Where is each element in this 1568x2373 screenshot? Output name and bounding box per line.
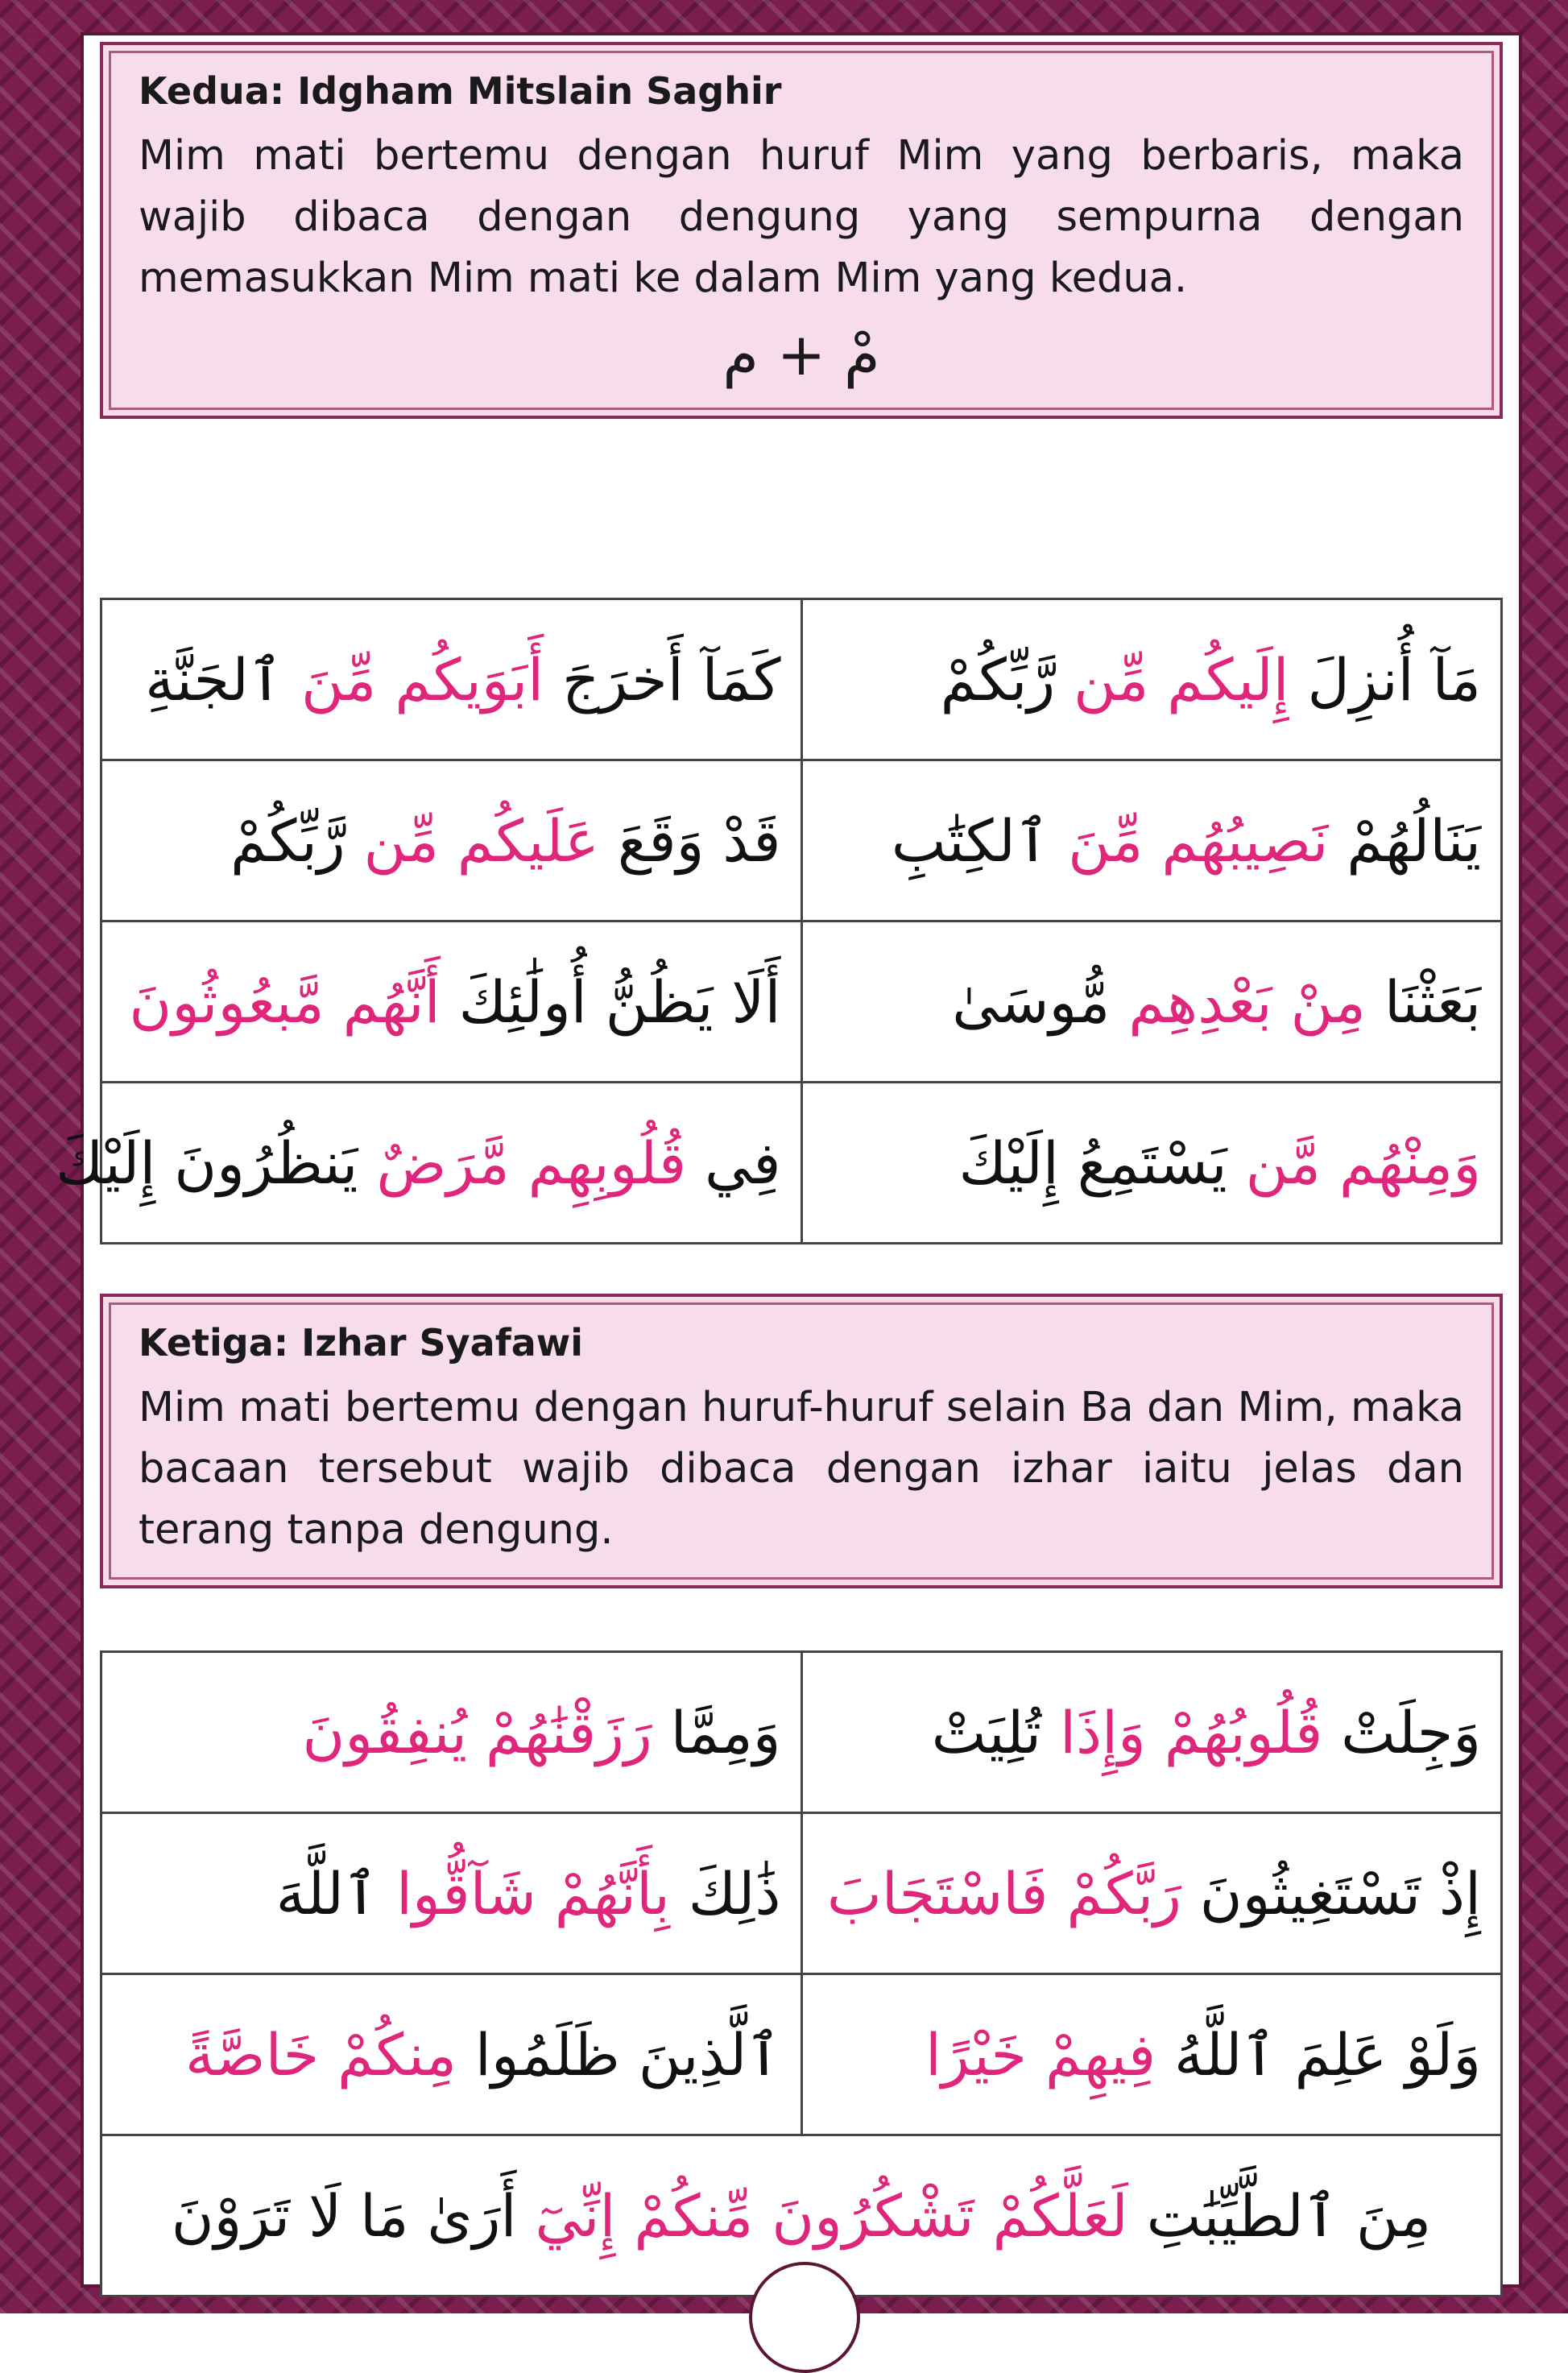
example-cell-right (801, 1813, 1502, 1974)
example-cell-right (801, 1652, 1502, 1813)
arabic-text: ٱلجَنَّةِ (145, 645, 301, 714)
example-cell-left (101, 599, 802, 760)
arabic-text: وَمِمَّا (652, 1698, 781, 1766)
highlighted-phrase: أَنَّهُم مَّبعُوثُونَ (129, 967, 441, 1036)
example-cell-right (801, 1083, 1502, 1244)
example-cell-right (801, 1974, 1502, 2135)
highlighted-phrase: عَلَيكُم مِّن (363, 806, 599, 875)
arabic-text: أَرَىٰ مَا لَا تَرَوْنَ (171, 2181, 536, 2250)
arabic-text: إِذْ تَسْتَغِيثُونَ (1181, 1859, 1481, 1928)
arabic-text: رَّبِّكُمْ (940, 645, 1074, 714)
highlighted-phrase: إِلَيكُم مِّن (1074, 645, 1289, 714)
section-kedua-box (100, 42, 1503, 419)
example-row (101, 1974, 1502, 2135)
arabic-text (753, 2182, 772, 2250)
example-row (101, 1652, 1502, 1813)
highlighted-phrase: رَبَّكُمْ فَاسْتَجَابَ (826, 1859, 1181, 1928)
arabic-text: فِي (686, 1129, 781, 1197)
example-cell-left (101, 760, 802, 921)
arabic-text: يَنظُرُونَ إِلَيْكَ (56, 1129, 377, 1197)
section-kedua-text: Mim mati bertemu dengan huruf Mim yang berbaris, maka wajib dibaca dengan dengung yang sempurna dengan memasukkan Mim mati ke dalam Mim yang kedua. (139, 132, 1464, 302)
arabic-text: ٱلكِتَٰبِ (891, 806, 1069, 875)
example-row (101, 1083, 1502, 1244)
highlighted-phrase: قُلُوبِهِم مَّرَضٌ (376, 1129, 687, 1197)
arabic-text: بَعَثْنَا (1365, 967, 1481, 1036)
page (56, 32, 1522, 2288)
examples-table-ketiga (100, 1650, 1503, 2297)
section-kedua-title: Kedua: Idgham Mitslain Saghir (139, 69, 782, 113)
examples-table-kedua (56, 598, 1503, 1244)
section-ketiga-box (100, 1294, 1503, 1588)
formula: مْ + م (722, 321, 880, 388)
arabic-text: تُلِيَتْ (931, 1698, 1060, 1766)
arabic-text: كَمَآ أَخرَجَ (544, 645, 781, 714)
example-row (101, 921, 1502, 1083)
arabic-text: مُّوسَىٰ (952, 967, 1129, 1036)
page-number-tab (749, 2262, 860, 2373)
example-cell-left (101, 1974, 802, 2135)
section-ketiga-title: Ketiga: Izhar Syafawi (139, 1321, 584, 1365)
arabic-text: أَلَا يَظُنُّ أُولَٰئِكَ (440, 967, 781, 1036)
example-cell-left (101, 1813, 802, 1974)
section-ketiga-text: Mim mati bertemu dengan huruf-huruf selain Ba dan Mim, maka bacaan tersebut wajib dibaca dengan izhar iaitu jelas dan terang tanpa dengung. (139, 1384, 1464, 1554)
arabic-text: مِنَ ٱلطَّيِّبَٰتِ (1127, 2181, 1432, 2250)
example-row (101, 1813, 1502, 1974)
arabic-text: ٱلَّذِينَ ظَلَمُوا (456, 2020, 781, 2089)
highlighted-phrase: مِّنكُمْ إِنِّيٓ (535, 2181, 754, 2250)
highlighted-phrase: وَمِنْهُم مَّن (1245, 1129, 1481, 1197)
example-cell-left (101, 1652, 802, 1813)
example-cell-left (56, 1083, 802, 1244)
highlighted-phrase: مِنكُمْ خَاصَّةً (184, 2020, 457, 2089)
example-row (101, 760, 1502, 921)
arabic-text: وَلَوْ عَلِمَ ٱللَّهُ (1156, 2020, 1481, 2089)
highlighted-phrase: مِنْ بَعْدِهِم (1128, 967, 1366, 1036)
arabic-text: مَآ أُنزِلَ (1289, 645, 1481, 714)
arabic-text: يَسْتَمِعُ إِلَيْكَ (958, 1129, 1246, 1197)
example-cell-right (801, 760, 1502, 921)
highlighted-phrase: قُلُوبُهُمْ وَإِذَا (1059, 1698, 1323, 1766)
arabic-text: ٱللَّهَ (275, 1859, 397, 1928)
arabic-text: وَجِلَتْ (1322, 1698, 1481, 1766)
arabic-text: رَّبِّكُمْ (230, 806, 364, 875)
highlighted-phrase: أَبَوَيكُم مِّنَ (300, 645, 544, 714)
arabic-text: يَنَالُهُمْ (1328, 806, 1481, 875)
example-cell-right (801, 921, 1502, 1083)
highlighted-phrase: بِأَنَّهُمْ شَآقُّوا (396, 1859, 670, 1928)
highlighted-phrase: فِيهِمْ خَيْرًا (925, 2020, 1156, 2089)
arabic-text: قَدْ وَقَعَ (599, 806, 781, 875)
highlighted-phrase: رَزَقْنَٰهُمْ يُنفِقُونَ (302, 1698, 652, 1766)
highlighted-phrase: نَصِيبُهُم مِّنَ (1068, 806, 1329, 875)
example-cell-right (801, 599, 1502, 760)
example-row (101, 599, 1502, 760)
highlighted-phrase: لَعَلَّكُمْ تَشْكُرُونَ (772, 2181, 1128, 2250)
example-cell-left (101, 921, 802, 1083)
arabic-text: ذَٰلِكَ (669, 1859, 781, 1928)
